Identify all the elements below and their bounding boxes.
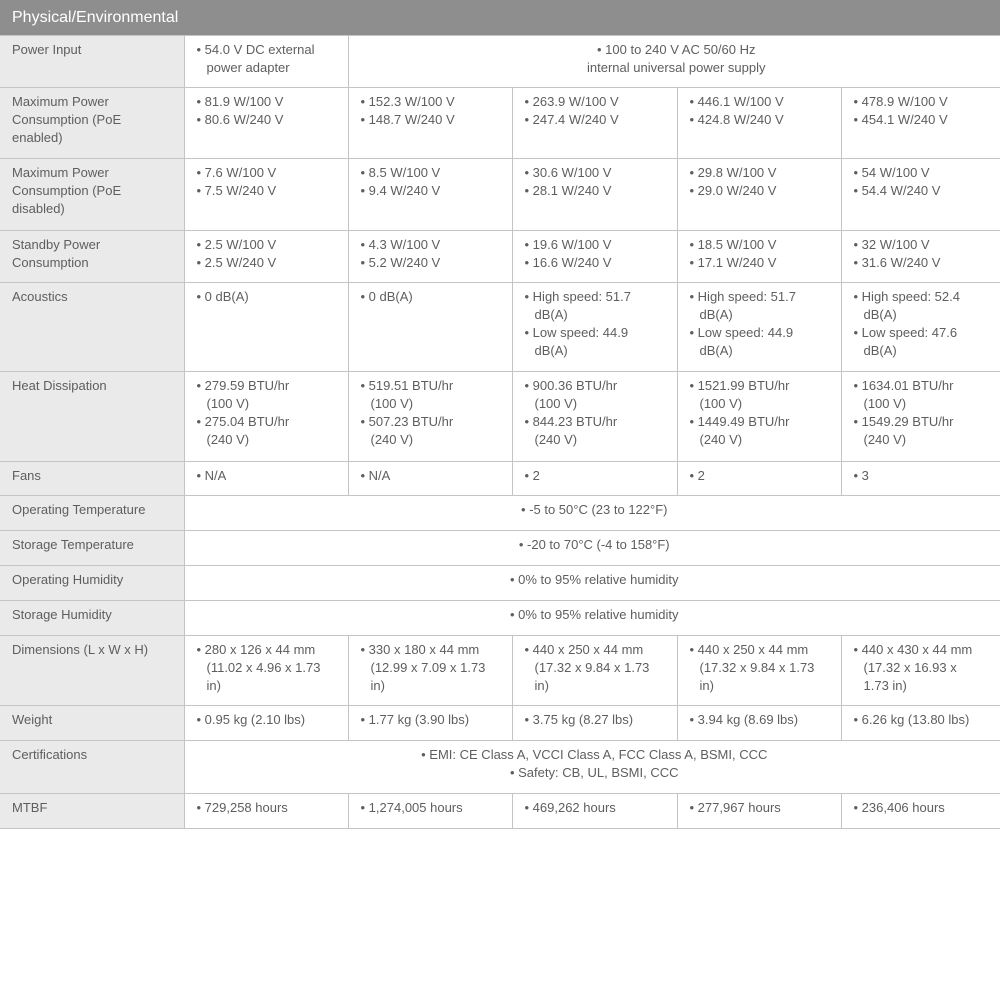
- cell: • 279.59 BTU/hr (100 V) • 275.04 BTU/hr (240 V): [184, 372, 348, 462]
- cell: • 18.5 W/100 V • 17.1 W/240 V: [677, 231, 841, 283]
- row-max-power-poe-enabled: [0, 88, 1000, 159]
- row-fans: [0, 462, 1000, 496]
- row-storage-humidity: [0, 601, 1000, 636]
- cell: • 81.9 W/100 V • 80.6 W/240 V: [184, 88, 348, 159]
- cell: • High speed: 51.7 dB(A) • Low speed: 44.9 dB(A): [677, 283, 841, 372]
- row-label: Fans: [0, 462, 184, 496]
- row-storage-temperature: [0, 531, 1000, 566]
- cell: • 519.51 BTU/hr (100 V) • 507.23 BTU/hr (240 V): [348, 372, 512, 462]
- cell: • 3.94 kg (8.69 lbs): [677, 706, 841, 741]
- cell: • 440 x 250 x 44 mm (17.32 x 9.84 x 1.73 in): [512, 636, 677, 706]
- row-weight: [0, 706, 1000, 741]
- cell: • 32 W/100 V • 31.6 W/240 V: [841, 231, 1000, 283]
- cell: • 469,262 hours: [512, 794, 677, 829]
- row-mtbf: [0, 794, 1000, 829]
- cell: • 440 x 430 x 44 mm (17.32 x 16.93 x 1.73 in): [841, 636, 1000, 706]
- row-label: Dimensions (L x W x H): [0, 636, 184, 706]
- cell-span: • 100 to 240 V AC 50/60 Hz internal universal power supply: [348, 36, 1000, 88]
- cell: • 1.77 kg (3.90 lbs): [348, 706, 512, 741]
- cell: • 330 x 180 x 44 mm (12.99 x 7.09 x 1.73 in): [348, 636, 512, 706]
- cell: • 729,258 hours: [184, 794, 348, 829]
- cell: • 152.3 W/100 V • 148.7 W/240 V: [348, 88, 512, 159]
- cell: • High speed: 51.7 dB(A) • Low speed: 44.9 dB(A): [512, 283, 677, 372]
- cell: • 2: [512, 462, 677, 496]
- cell: • 2: [677, 462, 841, 496]
- row-label: Storage Humidity: [0, 601, 184, 636]
- cell: • 2.5 W/100 V • 2.5 W/240 V: [184, 231, 348, 283]
- row-acoustics: [0, 283, 1000, 372]
- row-dimensions: [0, 636, 1000, 706]
- cell: • 3.75 kg (8.27 lbs): [512, 706, 677, 741]
- cell: • 263.9 W/100 V • 247.4 W/240 V: [512, 88, 677, 159]
- row-operating-humidity: [0, 566, 1000, 601]
- row-heat-dissipation: [0, 372, 1000, 462]
- row-certifications: [0, 741, 1000, 794]
- cell: • 3: [841, 462, 1000, 496]
- cell: • 19.6 W/100 V • 16.6 W/240 V: [512, 231, 677, 283]
- cell: • 1521.99 BTU/hr (100 V) • 1449.49 BTU/hr (240 V): [677, 372, 841, 462]
- cell: • 280 x 126 x 44 mm (11.02 x 4.96 x 1.73 in): [184, 636, 348, 706]
- cell-span: • -5 to 50°C (23 to 122°F): [184, 496, 1000, 531]
- cell: • 54.0 V DC external power adapter: [184, 36, 348, 88]
- cell: • 7.6 W/100 V • 7.5 W/240 V: [184, 159, 348, 231]
- row-label: Operating Temperature: [0, 496, 184, 531]
- cell: • 4.3 W/100 V • 5.2 W/240 V: [348, 231, 512, 283]
- row-label: Weight: [0, 706, 184, 741]
- cell: • 236,406 hours: [841, 794, 1000, 829]
- row-label: Power Input: [0, 36, 184, 88]
- cell: • N/A: [184, 462, 348, 496]
- row-label: Standby Power Consumption: [0, 231, 184, 283]
- cell: • 6.26 kg (13.80 lbs): [841, 706, 1000, 741]
- cell: • 446.1 W/100 V • 424.8 W/240 V: [677, 88, 841, 159]
- cell: • 8.5 W/100 V • 9.4 W/240 V: [348, 159, 512, 231]
- cell: • 29.8 W/100 V • 29.0 W/240 V: [677, 159, 841, 231]
- cell-span: • EMI: CE Class A, VCCI Class A, FCC Class A, BSMI, CCC • Safety: CB, UL, BSMI, CCC: [184, 741, 1000, 794]
- row-label: Maximum Power Consumption (PoE disabled): [0, 159, 184, 231]
- section-title: Physical/Environmental: [0, 0, 1000, 35]
- row-label: Operating Humidity: [0, 566, 184, 601]
- row-label: Acoustics: [0, 283, 184, 372]
- row-operating-temperature: [0, 496, 1000, 531]
- row-power-input: [0, 36, 1000, 88]
- cell: • 30.6 W/100 V • 28.1 W/240 V: [512, 159, 677, 231]
- cell: • 1634.01 BTU/hr (100 V) • 1549.29 BTU/hr (240 V): [841, 372, 1000, 462]
- row-label: MTBF: [0, 794, 184, 829]
- cell: • High speed: 52.4 dB(A) • Low speed: 47.6 dB(A): [841, 283, 1000, 372]
- cell: • 440 x 250 x 44 mm (17.32 x 9.84 x 1.73 in): [677, 636, 841, 706]
- cell: • 54 W/100 V • 54.4 W/240 V: [841, 159, 1000, 231]
- row-max-power-poe-disabled: [0, 159, 1000, 231]
- cell: • 0 dB(A): [348, 283, 512, 372]
- row-label: Heat Dissipation: [0, 372, 184, 462]
- row-label: Storage Temperature: [0, 531, 184, 566]
- cell: • 1,274,005 hours: [348, 794, 512, 829]
- cell-span: • -20 to 70°C (-4 to 158°F): [184, 531, 1000, 566]
- cell: • 478.9 W/100 V • 454.1 W/240 V: [841, 88, 1000, 159]
- cell: • 0.95 kg (2.10 lbs): [184, 706, 348, 741]
- spec-table: [0, 35, 1000, 829]
- cell: • 0 dB(A): [184, 283, 348, 372]
- cell-span: • 0% to 95% relative humidity: [184, 601, 1000, 636]
- row-standby-power: [0, 231, 1000, 283]
- cell: • 277,967 hours: [677, 794, 841, 829]
- cell: • N/A: [348, 462, 512, 496]
- cell: • 900.36 BTU/hr (100 V) • 844.23 BTU/hr (240 V): [512, 372, 677, 462]
- cell-span: • 0% to 95% relative humidity: [184, 566, 1000, 601]
- row-label: Certifications: [0, 741, 184, 794]
- row-label: Maximum Power Consumption (PoE enabled): [0, 88, 184, 159]
